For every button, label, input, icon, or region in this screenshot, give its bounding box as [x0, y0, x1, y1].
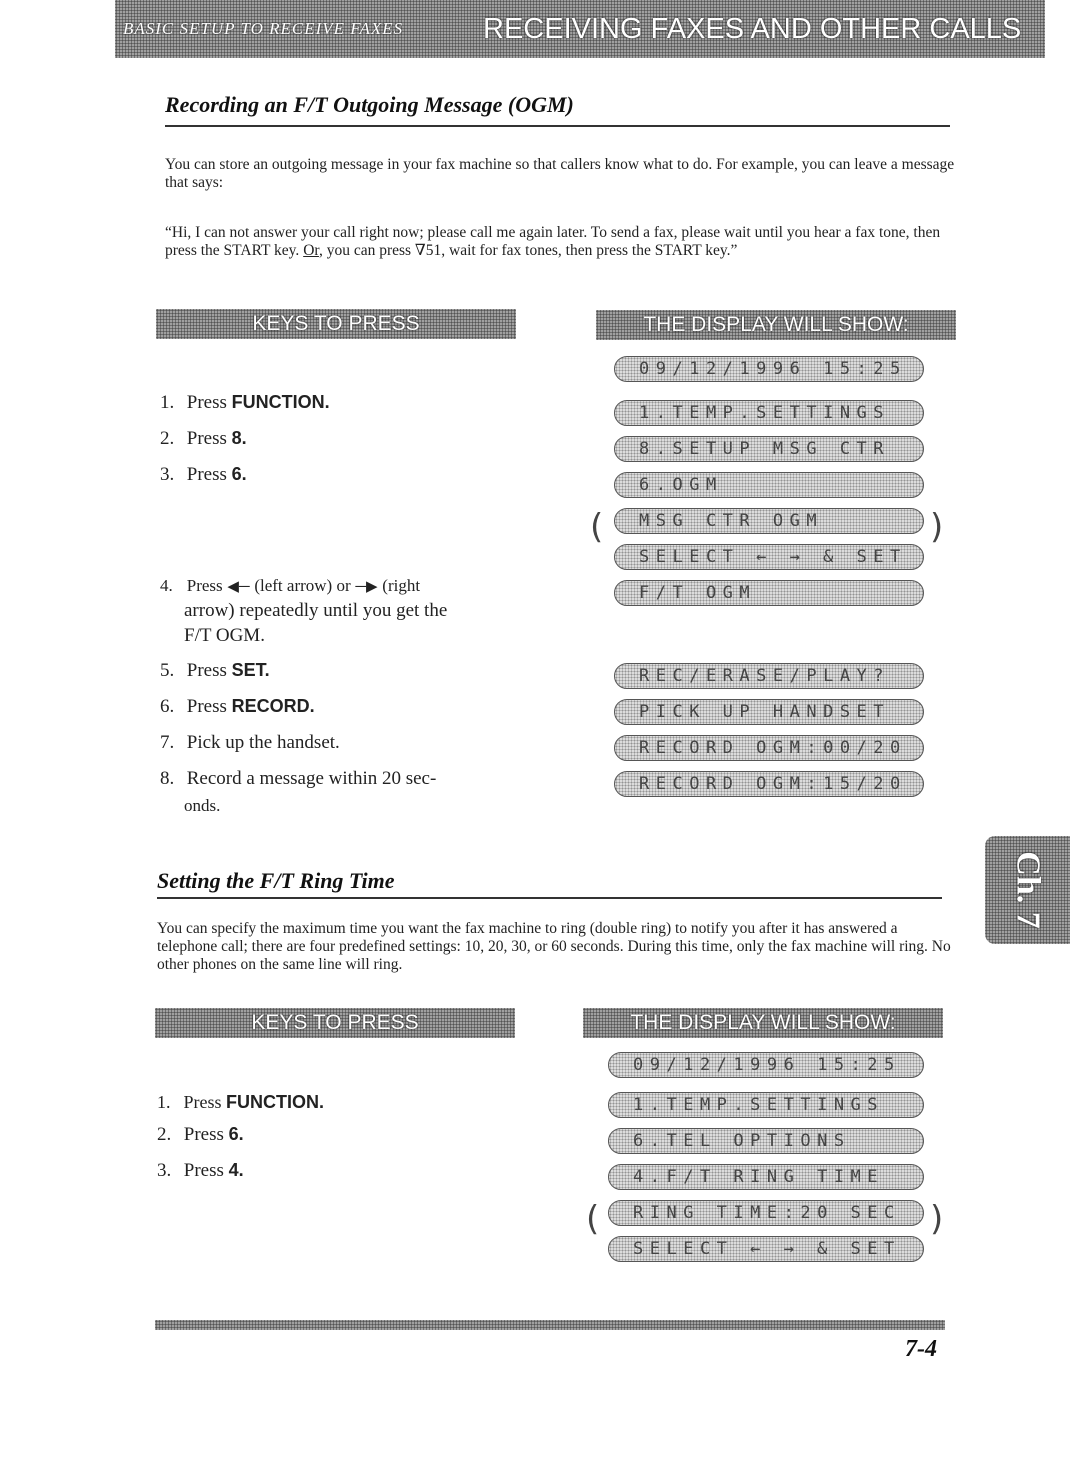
keys-to-press-label: KEYS TO PRESS [251, 1011, 419, 1034]
page-number: 7-4 [905, 1336, 937, 1362]
keys-to-press-bar [155, 1008, 515, 1038]
step-7: 7. Pick up the handset. [160, 732, 340, 753]
section1-heading: Recording an F/T Outgoing Message (OGM) [165, 92, 574, 117]
keys-to-press-bar [156, 309, 516, 339]
section2-intro: You can specify the maximum time you want the fax machine to ring (double ring) to notify you after it has answered a telephone call; there are four predefined settings: 10, 20, 30, or 60 seconds. During this time, only the fax machine will ring. No other phones on the same line will ring. [157, 920, 951, 973]
lcd-display: 1.TEMP.SETTINGS [614, 400, 924, 426]
left-arrow-icon: ◀─ [227, 579, 250, 595]
lcd-display: 6.OGM [614, 472, 924, 498]
quote-part2: , you can press ∇51, wait for fax tones, then press the START key.” [318, 242, 738, 259]
lcd-display: F/T OGM [614, 580, 924, 606]
step-2: 2. Press 6. [157, 1124, 244, 1145]
right-arrow-icon: ─▶ [355, 579, 378, 595]
lcd-display: REC/ERASE/PLAY? [614, 663, 924, 689]
lcd-display: 1.TEMP.SETTINGS [608, 1092, 924, 1118]
lcd-display: SELECT ← → & SET [608, 1236, 924, 1262]
step-4-line2: arrow) repeatedly until you get the [184, 600, 448, 621]
step-2: 2. Press 8. [160, 428, 247, 449]
display-will-show-label: THE DISPLAY WILL SHOW: [630, 1011, 896, 1034]
lcd-display: PICK UP HANDSET [614, 699, 924, 725]
section1-quote [165, 224, 955, 260]
lcd-display: RING TIME:20 SEC [608, 1200, 924, 1226]
lcd-display: 09/12/1996 15:25 [608, 1052, 924, 1078]
step-6: 6. Press RECORD. [160, 696, 315, 717]
right-alternating-bracket-icon: ) [930, 1199, 944, 1239]
chapter-tab: Ch. 7 [985, 836, 1070, 944]
step-4-line3: F/T OGM. [184, 625, 265, 646]
left-alternating-bracket-icon: ( [586, 1199, 600, 1239]
section-label: BASIC SETUP TO RECEIVE FAXES [123, 19, 404, 38]
step-3: 3. Press 6. [160, 464, 247, 485]
step-4: 4. Press ◀─ (left arrow) or ─▶ (right [160, 576, 421, 595]
step-5: 5. Press SET. [160, 660, 270, 681]
lcd-display: 8.SETUP MSG CTR [614, 436, 924, 462]
keys-to-press-label: KEYS TO PRESS [252, 312, 420, 335]
quote-or: Or [303, 242, 319, 259]
step-1: 1. Press FUNCTION. [160, 392, 330, 413]
chapter-title: RECEIVING FAXES AND OTHER CALLS [483, 12, 1022, 45]
top-banner [115, 0, 1045, 58]
lcd-display: SELECT ← → & SET [614, 544, 924, 570]
section1-rule [165, 125, 950, 127]
lcd-display: MSG CTR OGM [614, 508, 924, 534]
lcd-display: 09/12/1996 15:25 [614, 356, 924, 382]
display-will-show-bar [596, 310, 956, 340]
section2-rule [157, 897, 942, 899]
lcd-display: 4.F/T RING TIME [608, 1164, 924, 1190]
step-8-line2: onds. [184, 796, 221, 815]
quote-part1: “Hi, I can not answer your call right now; please call me again later. To send a fax, please wait until you hear a fax tone, then press the START key. [165, 224, 941, 259]
section2-heading: Setting the F/T Ring Time [157, 868, 395, 893]
display-will-show-label: THE DISPLAY WILL SHOW: [643, 313, 909, 336]
step-1: 1. Press FUNCTION. [157, 1092, 325, 1112]
lcd-display: RECORD OGM:00/20 [614, 735, 924, 761]
lcd-display: RECORD OGM:15/20 [614, 771, 924, 797]
right-alternating-bracket-icon: ) [930, 507, 944, 547]
display-will-show-bar [583, 1008, 943, 1038]
step-8: 8. Record a message within 20 sec- [160, 768, 437, 789]
footer-rule [155, 1320, 945, 1330]
section1-intro: You can store an outgoing message in your fax machine so that callers know what to do. For example, you can leave a message that says: [165, 156, 955, 191]
left-alternating-bracket-icon: ( [590, 507, 604, 547]
lcd-display: 6.TEL OPTIONS [608, 1128, 924, 1154]
step-3: 3. Press 4. [157, 1160, 244, 1181]
